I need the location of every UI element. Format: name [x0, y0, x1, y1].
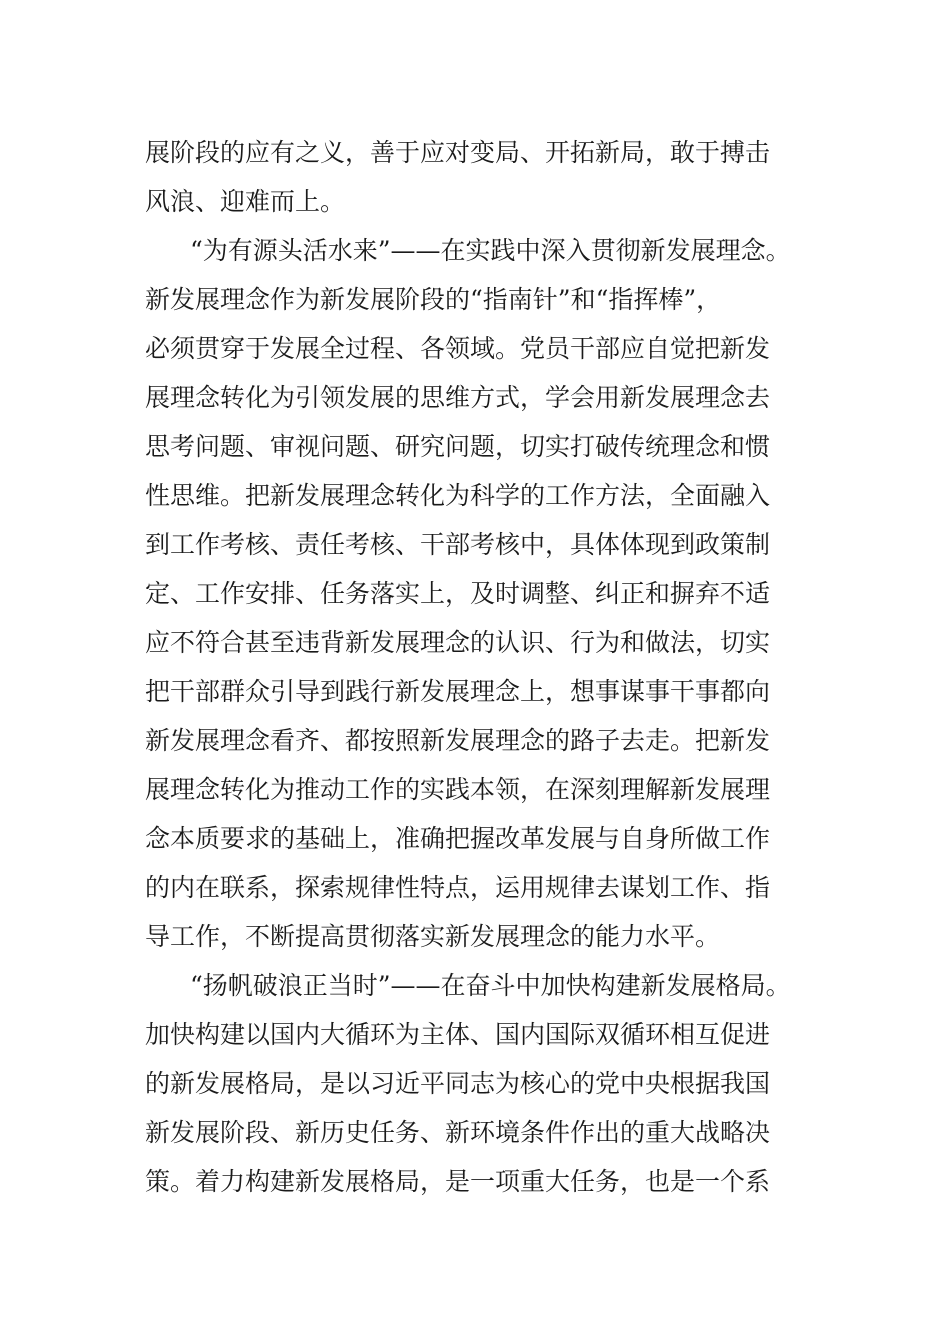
text-line: 展理念转化为引领发展的思维方式，学会用新发展理念去: [145, 383, 771, 412]
text-line: 的内在联系，探索规律性特点，运用规律去谋划工作、指: [145, 873, 771, 902]
text-line: 必须贯穿于发展全过程、各领域。党员干部应自觉把新发: [145, 334, 771, 363]
text-line: 性思维。把新发展理念转化为科学的工作方法，全面融入: [145, 481, 771, 510]
text-line: 应不符合甚至违背新发展理念的认识、行为和做法，切实: [145, 628, 771, 657]
text-line: 新发展理念作为新发展阶段的“指南针”和“指挥棒”，: [145, 285, 722, 314]
text-line: 的新发展格局，是以习近平同志为核心的党中央根据我国: [145, 1069, 771, 1098]
paragraph-heading-line: “扬帆破浪正当时”——在奋斗中加快构建新发展格局。: [190, 971, 791, 1000]
text-line: 展阶段的应有之义，善于应对变局、开拓新局，敢于搏击: [145, 138, 771, 167]
text-line: 把干部群众引导到践行新发展理念上，想事谋事干事都向: [145, 677, 771, 706]
text-line: 念本质要求的基础上，准确把握改革发展与自身所做工作: [145, 824, 771, 853]
text-line: 加快构建以国内大循环为主体、国内国际双循环相互促进: [145, 1020, 771, 1049]
text-line: 到工作考核、责任考核、干部考核中，具体体现到政策制: [145, 530, 771, 559]
text-line: 导工作，不断提高贯彻落实新发展理念的能力水平。: [145, 922, 721, 951]
paragraph-heading-line: “为有源头活水来”——在实践中深入贯彻新发展理念。: [190, 236, 791, 265]
text-line: 定、工作安排、任务落实上，及时调整、纠正和摒弃不适: [145, 579, 771, 608]
text-line: 展理念转化为推动工作的实践本领，在深刻理解新发展理: [145, 775, 771, 804]
text-line: 思考问题、审视问题、研究问题，切实打破传统理念和惯: [145, 432, 771, 461]
text-line: 新发展理念看齐、都按照新发展理念的路子去走。把新发: [145, 726, 771, 755]
text-line: 新发展阶段、新历史任务、新环境条件作出的重大战略决: [145, 1118, 771, 1147]
text-line: 策。着力构建新发展格局，是一项重大任务，也是一个系: [145, 1167, 771, 1196]
text-line: 风浪、迎难而上。: [145, 187, 346, 216]
